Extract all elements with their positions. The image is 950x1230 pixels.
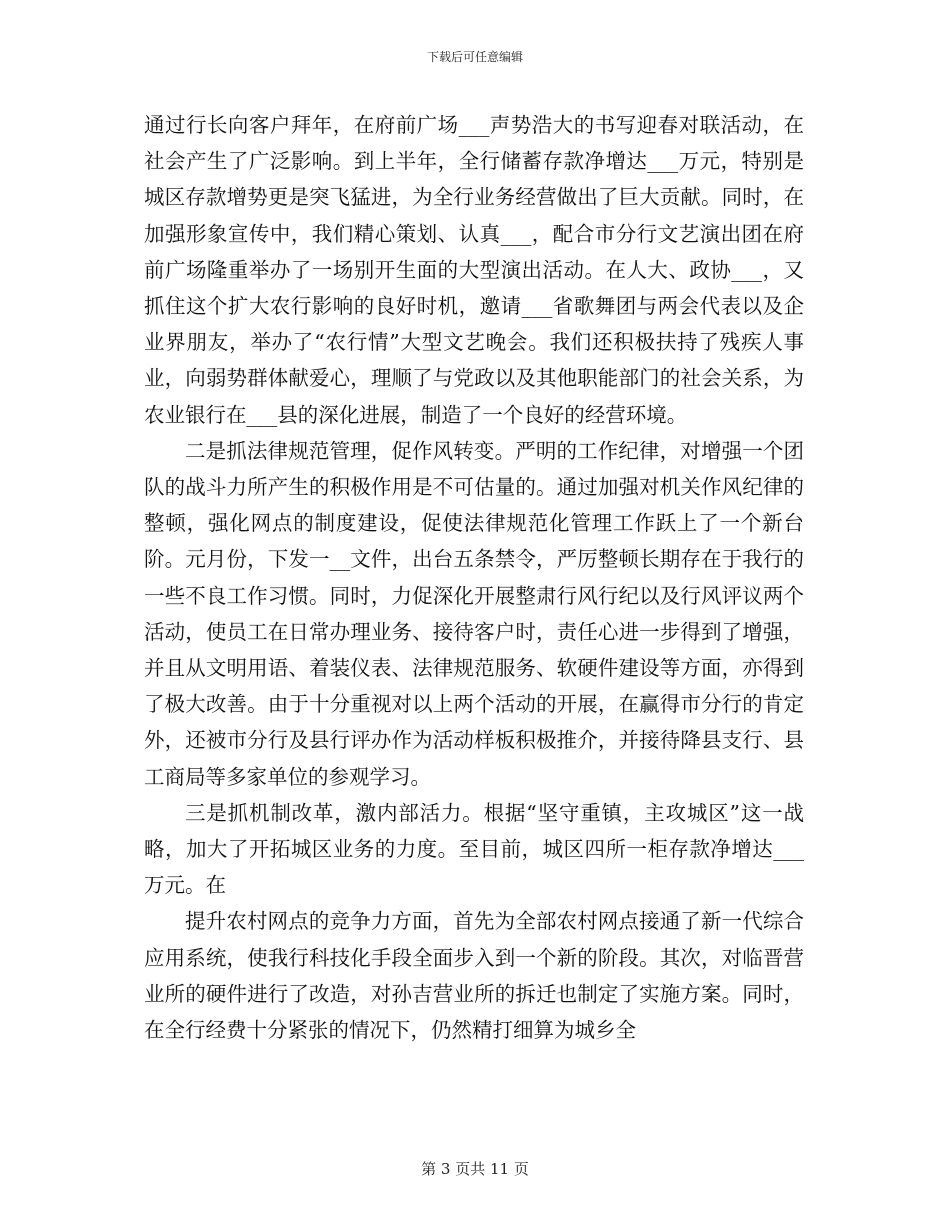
page-footer: 第 3 页共 11 页 [421, 1160, 529, 1178]
paragraph: 提升农村网点的竞争力方面，首先为全部农村网点接通了新一代综合应用系统，使我行科技化手段全面步入到一个新的阶段。其次，对临晋营业所的硬件进行了改造，对孙吉营业所的拆迁也制定了实施方案。同时，在全行经费十分紧张的情况下，仍然精打细算为城乡全 [144, 909, 804, 1043]
page-header: 下载后可任意编辑 [426, 50, 523, 64]
body-text [144, 107, 804, 1048]
paragraph: 二是抓法律规范管理，促作风转变。严明的工作纪律，对增强一个团队的战斗力所产生的积极作用是不可估量的。通过加强对机关作风纪律的整顿，强化网点的制度建设，促使法律规范化管理工作跃上了一个新台阶。元月份，下发一__文件，出台五条禁令，严厉整顿长期存在于我行的一些不良工作习惯。同时，力促深化开展整肃行风行纪以及行风评议两个活动，使员工在日常办理业务、接待客户时，责任心进一步得到了增强，并且从文明用语、着装仪表、法律规范服务、软硬件建设等方面，亦得到了极大改善。由于十分重视对以上两个活动的开展，在赢得市分行的肯定外，还被市分行及县行评办作为活动样板积极推介，并接待降县支行、县工商局等多家单位的参观学习。 [144, 438, 804, 789]
paragraph: 通过行长向客户拜年，在府前广场___声势浩大的书写迎春对联活动，在社会产生了广泛影响。到上半年，全行储蓄存款净增达___万元，特别是城区存款增势更是突飞猛进，为全行业务经营做出了巨大贡献。同时，在加强形象宣传中，我们精心策划、认真___，配合市分行文艺演出团在府前广场隆重举办了一场别开生面的大型演出活动。在人大、政协___，又抓住这个扩大农行影响的良好时机，邀请___省歌舞团与两会代表以及企业界朋友，举办了“农行情”大型文艺晚会。我们还积极扶持了残疾人事业，向弱势群体献爱心，理顺了与党政以及其他职能部门的社会关系，为农业银行在___县的深化进展，制造了一个良好的经营环境。 [144, 113, 804, 427]
paragraph: 三是抓机制改革，激内部活力。根据“坚守重镇，主攻城区”这一战略，加大了开拓城区业务的力度。至目前，城区四所一柜存款净增达___万元。在 [144, 800, 804, 898]
